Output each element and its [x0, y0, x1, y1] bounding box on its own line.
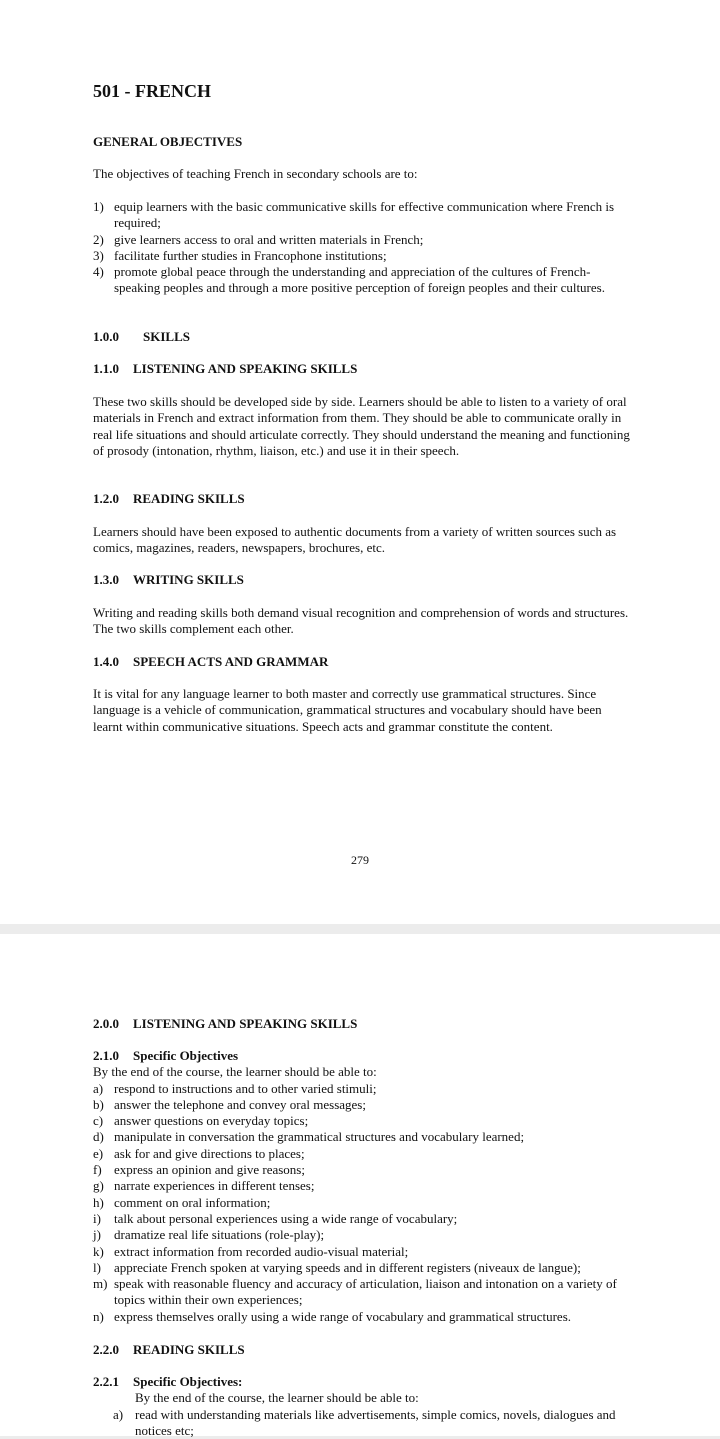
list-marker: h) — [93, 1194, 104, 1210]
general-objectives-heading: GENERAL OBJECTIVES — [93, 134, 243, 149]
general-objectives-list — [93, 199, 630, 297]
section-label: SPEECH ACTS AND GRAMMAR — [133, 654, 329, 669]
section-heading-listening — [93, 361, 630, 377]
list-marker: b) — [93, 1096, 104, 1112]
list-item — [93, 1146, 630, 1162]
list-marker: d) — [93, 1129, 104, 1145]
list-item-text: facilitate further studies in Francophone institutions; — [114, 247, 387, 263]
list-item-text: read with understanding materials like advertisements, simple comics, novels, dialogues and notices etc; — [135, 1406, 616, 1438]
section-number: 1.1.0 — [93, 361, 119, 376]
list-item-text: comment on oral information; — [114, 1194, 271, 1210]
list-marker: a) — [93, 1080, 104, 1096]
list-marker: 3) — [93, 247, 104, 263]
list-marker: m) — [93, 1276, 108, 1292]
section-number: 1.2.0 — [93, 491, 119, 506]
list-item-text: respond to instructions and to other varied stimuli; — [114, 1080, 377, 1096]
section-number: 2.2.1 — [93, 1374, 119, 1389]
list-marker: f) — [93, 1162, 102, 1178]
list-item — [93, 1276, 630, 1309]
section-number: 1.0.0 — [93, 329, 119, 344]
specific-objectives-list — [93, 1081, 630, 1325]
reading-specific-block — [93, 1374, 630, 1439]
section-number: 2.0.0 — [93, 1016, 119, 1031]
page-title: 501 - FRENCH — [93, 81, 211, 101]
list-item — [93, 1129, 630, 1145]
page-number: 279 — [351, 853, 369, 867]
list-marker: c) — [93, 1113, 104, 1129]
list-item-text: promote global peace through the understanding and appreciation of the cultures of French-speaking peoples and through a more positive perception of foreign peoples and their cultures. — [114, 264, 605, 296]
list-item — [93, 264, 630, 297]
list-item-text: narrate experiences in different tenses; — [114, 1178, 315, 1194]
subsection-heading — [93, 1374, 630, 1390]
list-item — [93, 232, 630, 248]
list-marker: a) — [113, 1406, 124, 1422]
section-label: LISTENING AND SPEAKING SKILLS — [133, 1016, 358, 1031]
speech-acts-paragraph: It is vital for any language learner to both master and correctly use grammatical structures. Since language is a vehicle of communication, grammatical structures and vocabulary should have been learnt within communicative situations. Speech acts and grammar constitute the content. — [93, 686, 602, 734]
list-item — [93, 1081, 630, 1097]
reading-specific-intro: By the end of the course, the learner should be able to: — [135, 1390, 419, 1406]
list-item-text: talk about personal experiences using a wide range of vocabulary; — [114, 1210, 458, 1226]
list-item — [93, 1227, 630, 1243]
section-heading-listening-speaking — [93, 1016, 630, 1032]
section-label: READING SKILLS — [133, 1342, 245, 1357]
list-item — [93, 1211, 630, 1227]
list-item-text: ask for and give directions to places; — [114, 1145, 305, 1161]
specific-objectives-intro: By the end of the course, the learner should be able to: — [93, 1064, 377, 1080]
section-label: WRITING SKILLS — [133, 572, 244, 587]
list-marker: g) — [93, 1178, 104, 1194]
reading-paragraph: Learners should have been exposed to authentic documents from a variety of written sources such as comics, magazines, readers, newspapers, brochures, etc. — [93, 524, 617, 556]
list-item-text: give learners access to oral and written materials in French; — [114, 231, 424, 247]
list-marker: i) — [93, 1210, 101, 1226]
list-marker: e) — [93, 1145, 104, 1161]
list-marker: 1) — [93, 199, 104, 214]
list-item-text: answer the telephone and convey oral messages; — [114, 1096, 366, 1112]
section-heading-reading — [93, 491, 630, 507]
subsection-heading — [93, 1048, 630, 1064]
list-marker: l) — [93, 1259, 101, 1275]
list-item — [93, 1260, 630, 1276]
section-heading-speech-acts — [93, 654, 630, 670]
list-marker: k) — [93, 1243, 104, 1259]
list-item — [93, 1178, 630, 1194]
list-marker: j) — [93, 1227, 101, 1243]
list-marker: 2) — [93, 231, 104, 247]
list-item-text: speak with reasonable fluency and accuracy of articulation, liaison and intonation on a variety of topics within their own experiences; — [114, 1276, 617, 1308]
section-number: 2.1.0 — [93, 1048, 119, 1063]
section-label: Specific Objectives: — [133, 1374, 243, 1389]
section-heading-skills — [93, 329, 630, 345]
list-item — [93, 1113, 630, 1129]
section-label: LISTENING AND SPEAKING SKILLS — [133, 361, 358, 376]
list-item — [93, 1162, 630, 1178]
list-item-text: express an opinion and give reasons; — [114, 1162, 305, 1178]
list-item-text: extract information from recorded audio-visual material; — [114, 1243, 409, 1259]
list-item — [93, 1309, 630, 1325]
list-item-text: appreciate French spoken at varying speeds and in different registers (niveaux de langue); — [114, 1259, 581, 1275]
section-heading-reading-2 — [93, 1342, 630, 1358]
section-number: 1.3.0 — [93, 572, 119, 587]
list-item — [93, 1244, 630, 1260]
listening-paragraph: These two skills should be developed side by side. Learners should be able to listen to a variety of oral materials in French and extract information from them. They should be able to communicate orally in real life situations and should articulate correctly. They should understand the meaning and functioning of prosody (intonation, rhythm, liaison, etc.) and use it in their speech. — [93, 394, 630, 458]
list-marker: n) — [93, 1308, 104, 1324]
section-label: READING SKILLS — [133, 491, 245, 506]
general-objectives-intro: The objectives of teaching French in secondary schools are to: — [93, 166, 418, 181]
section-number: 2.2.0 — [93, 1342, 119, 1357]
specific-objectives-block — [93, 1048, 630, 1325]
section-number: 1.4.0 — [93, 654, 119, 669]
reading-specific-list — [93, 1407, 630, 1439]
list-item-text: equip learners with the basic communicative skills for effective communication where French is required; — [114, 199, 615, 231]
list-item-text: express themselves orally using a wide range of vocabulary and grammatical structures. — [114, 1308, 572, 1324]
document-page-2 — [0, 934, 720, 1436]
list-item-text: answer questions on everyday topics; — [114, 1113, 309, 1129]
list-item — [93, 248, 630, 264]
section-label: Specific Objectives — [133, 1048, 239, 1063]
list-item — [93, 199, 630, 232]
list-item — [93, 1195, 630, 1211]
list-item — [93, 1097, 630, 1113]
section-heading-writing — [93, 572, 630, 588]
list-marker: 4) — [93, 264, 104, 280]
list-item-text: dramatize real life situations (role-play); — [114, 1227, 325, 1243]
list-item-text: manipulate in conversation the grammatical structures and vocabulary learned; — [114, 1129, 525, 1145]
writing-paragraph: Writing and reading skills both demand visual recognition and comprehension of words and structures. The two skills complement each other. — [93, 605, 629, 637]
section-label: SKILLS — [143, 329, 190, 344]
list-item — [113, 1407, 630, 1439]
